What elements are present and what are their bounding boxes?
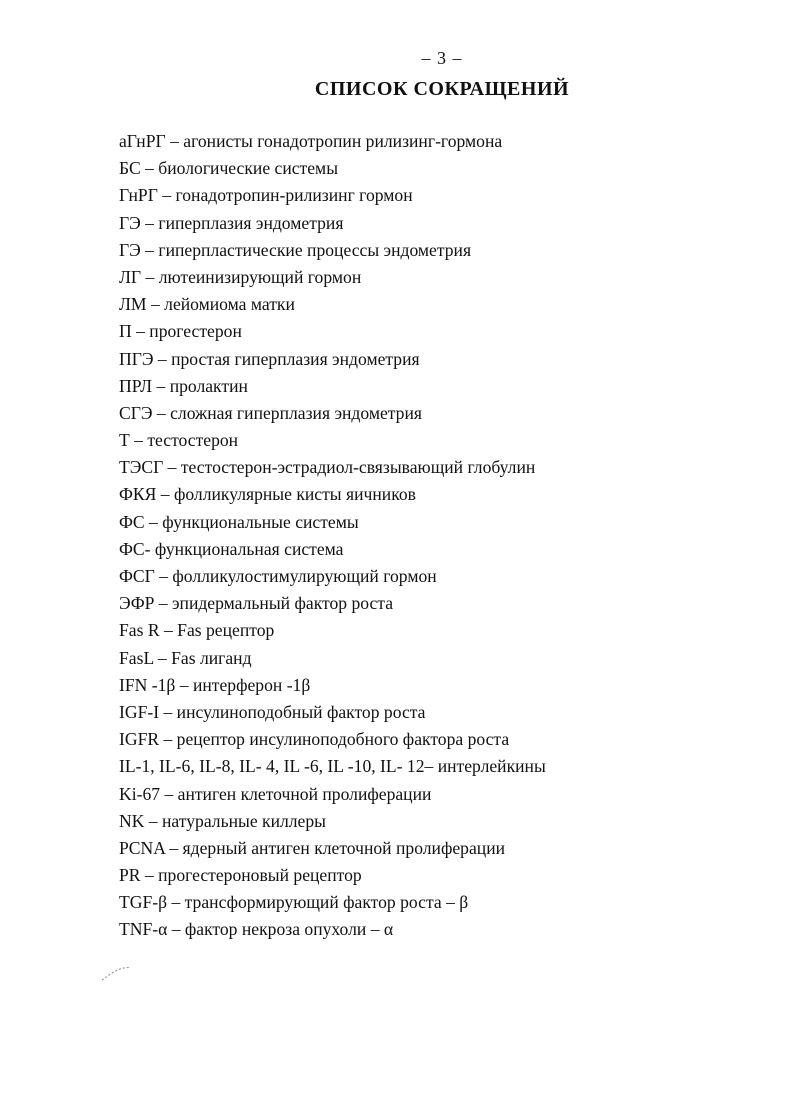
abbreviation-item: Т – тестостерон — [119, 430, 239, 451]
abbreviation-item: IL-1, IL-6, IL-8, IL- 4, IL -6, IL -10, IL- 12– интерлейкины — [119, 756, 546, 777]
page-title: СПИСОК СОКРАЩЕНИЙ — [314, 78, 570, 100]
scan-artifact-mark — [100, 962, 132, 982]
abbreviation-item: ЭФР – эпидермальный фактор роста — [119, 593, 394, 614]
abbreviation-item: IFN -1β – интерферон -1β — [119, 674, 311, 695]
abbreviation-item: TNF-α – фактор некроза опухоли – α — [119, 919, 394, 940]
abbreviation-item: IGF-I – инсулиноподобный фактор роста — [119, 701, 426, 722]
abbreviation-item: FasL – Fas лиганд — [119, 647, 252, 668]
abbreviation-item: ФС – функциональные системы — [119, 511, 359, 532]
abbreviation-item: ГЭ – гиперплазия эндометрия — [119, 212, 344, 233]
abbreviation-item: аГнРГ – агонисты гонадотропин рилизинг-гормона — [119, 131, 503, 151]
abbreviation-item: ФСГ – фолликулостимулирующий гормон — [119, 566, 437, 586]
abbreviation-item: ТЭСГ – тестостерон-эстрадиол-связывающий глобулин — [119, 457, 536, 478]
abbreviation-item: TGF-β – трансформирующий фактор роста – β — [119, 892, 469, 913]
abbreviation-item: ПРЛ – пролактин — [119, 375, 248, 396]
abbreviation-item: БС – биологические системы — [119, 158, 339, 179]
page-number: – 3 – — [421, 48, 463, 68]
abbreviation-list — [119, 128, 546, 944]
abbreviation-item: ГнРГ – гонадотропин-рилизинг гормон — [119, 185, 413, 206]
abbreviation-item: СГЭ – сложная гиперплазия эндометрия — [119, 402, 422, 423]
abbreviation-item: PCNA – ядерный антиген клеточной пролиферации — [119, 837, 506, 858]
abbreviation-item: Ki-67 – антиген клеточной пролиферации — [119, 783, 432, 804]
abbreviation-item: IGFR – рецептор инсулиноподобного фактора роста — [119, 729, 510, 750]
abbreviation-item: ФКЯ – фолликулярные кисты яичников — [119, 484, 416, 505]
abbreviation-item: ФС- функциональная система — [119, 538, 344, 559]
abbreviation-item: NK – натуральные киллеры — [119, 810, 326, 831]
abbreviation-item: ПГЭ – простая гиперплазия эндометрия — [119, 348, 420, 369]
abbreviation-item: PR – прогестероновый рецептор — [119, 865, 362, 886]
abbreviation-item: ЛМ – лейомиома матки — [119, 294, 295, 315]
abbreviation-item: П – прогестерон — [119, 321, 242, 342]
abbreviation-item: ЛГ – лютеинизирующий гормон — [119, 266, 362, 287]
abbreviation-item: Fas R – Fas рецептор — [119, 620, 275, 641]
abbreviation-item: ГЭ – гиперпластические процессы эндометрия — [119, 239, 472, 260]
